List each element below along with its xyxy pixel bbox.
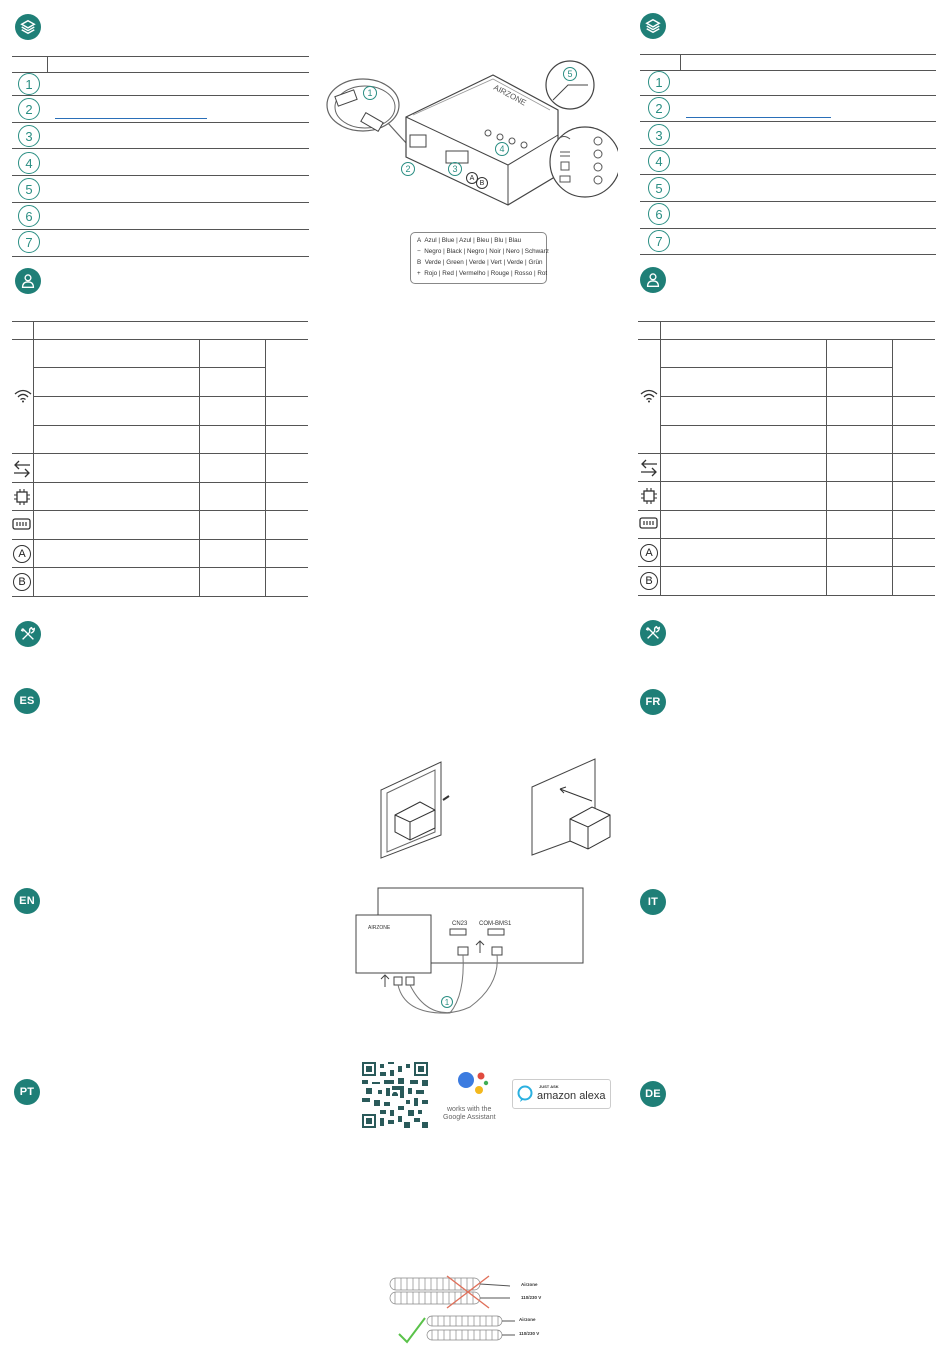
wifi-icon-right: [640, 389, 658, 403]
photo-callout-5: 5: [563, 67, 577, 81]
component-number-5-right: 5: [648, 177, 670, 199]
port-label-cn23: CN23: [452, 921, 468, 927]
port-label-com-bms1: COM-BMS1: [479, 921, 512, 927]
component-number-6-right: 6: [648, 203, 670, 225]
cable-label-2: 110/230 V: [521, 1295, 542, 1300]
terminal-b-symbol: B: [13, 573, 31, 591]
google-line-2: Google Assistant: [443, 1114, 496, 1121]
battery-icon: [12, 518, 32, 530]
tools-icon: [15, 621, 41, 647]
component-number-7-right: 7: [648, 230, 670, 252]
cable-label-4: 110/230 V: [519, 1331, 540, 1336]
link-underline[interactable]: [55, 118, 207, 119]
lang-badge-en: EN: [14, 888, 40, 914]
qr-code[interactable]: [362, 1062, 428, 1128]
component-number-2: 2: [18, 98, 40, 120]
diagram-callout-1: 1: [441, 996, 453, 1008]
component-number-5: 5: [18, 178, 40, 200]
component-number-1-right: 1: [648, 71, 670, 93]
amazon-alexa-badge: [512, 1079, 611, 1109]
photo-callout-4: 4: [495, 142, 509, 156]
lang-badge-pt: PT: [14, 1079, 40, 1105]
transfer-arrows-icon: [12, 460, 32, 478]
component-number-3: 3: [18, 125, 40, 147]
legend-symbol-plus: +: [417, 270, 421, 277]
wifi-icon: [14, 389, 32, 403]
chip-icon-right: [640, 487, 658, 505]
photo-callout-2: 2: [401, 162, 415, 176]
link-underline-right[interactable]: [686, 117, 831, 118]
terminal-b-symbol-right: B: [640, 572, 658, 590]
terminal-a-symbol: A: [13, 545, 31, 563]
legend-text-blue: Azul | Blue | Azul | Bleu | Blu | Blau: [424, 237, 522, 244]
connection-diagram: [350, 885, 590, 1020]
box-brand-label: AIRZONE: [492, 82, 528, 108]
layers-icon-right: [640, 13, 666, 39]
wire-color-legend: [410, 232, 547, 284]
component-number-4-right: 4: [648, 150, 670, 172]
component-number-4: 4: [18, 152, 40, 174]
legend-text-red: Rojo | Red | Vermelho | Rouge | Rosso | Rot: [424, 270, 548, 277]
transfer-arrows-icon-right: [639, 459, 659, 477]
cable-separation-diagram: [385, 1272, 555, 1347]
legend-symbol-b: B: [417, 259, 422, 266]
installer-icon: [15, 268, 41, 294]
lang-badge-fr: FR: [640, 689, 666, 715]
wall-mount-illustration-2: [530, 757, 620, 857]
legend-symbol-minus: −: [417, 248, 421, 255]
component-number-7: 7: [18, 231, 40, 253]
legend-text-green: Verde | Green | Verde | Vert | Verde | Grün: [424, 259, 543, 266]
component-number-1: 1: [18, 73, 40, 95]
alexa-small-text: JUST ASK: [539, 1084, 559, 1089]
diagram-brand: AIRZONE: [368, 925, 391, 931]
cable-label-1: Airzone: [521, 1282, 538, 1287]
photo-terminal-a: A: [466, 172, 478, 184]
installer-icon-right: [640, 267, 666, 293]
lang-badge-es: ES: [14, 688, 40, 714]
lang-badge-it: IT: [640, 889, 666, 915]
google-assistant-logo: [443, 1068, 503, 1128]
legend-symbol-a: A: [417, 237, 422, 244]
lang-badge-de: DE: [640, 1081, 666, 1107]
alexa-big-text: amazon alexa: [537, 1090, 606, 1102]
component-number-3-right: 3: [648, 124, 670, 146]
legend-text-black: Negro | Black | Negro | Noir | Nero | Schwarz: [424, 248, 549, 255]
battery-icon-right: [639, 517, 659, 529]
photo-callout-3: 3: [448, 162, 462, 176]
photo-callout-1: 1: [363, 86, 377, 100]
photo-terminal-b: B: [476, 177, 488, 189]
cable-label-3: Airzone: [519, 1317, 536, 1322]
google-line-1: works with the: [447, 1106, 492, 1113]
component-number-2-right: 2: [648, 97, 670, 119]
component-number-6: 6: [18, 205, 40, 227]
product-illustration: [318, 55, 618, 230]
wall-mount-illustration-1: [375, 760, 455, 860]
tools-icon-right: [640, 620, 666, 646]
layers-icon: [15, 14, 41, 40]
terminal-a-symbol-right: A: [640, 544, 658, 562]
chip-icon: [13, 488, 31, 506]
